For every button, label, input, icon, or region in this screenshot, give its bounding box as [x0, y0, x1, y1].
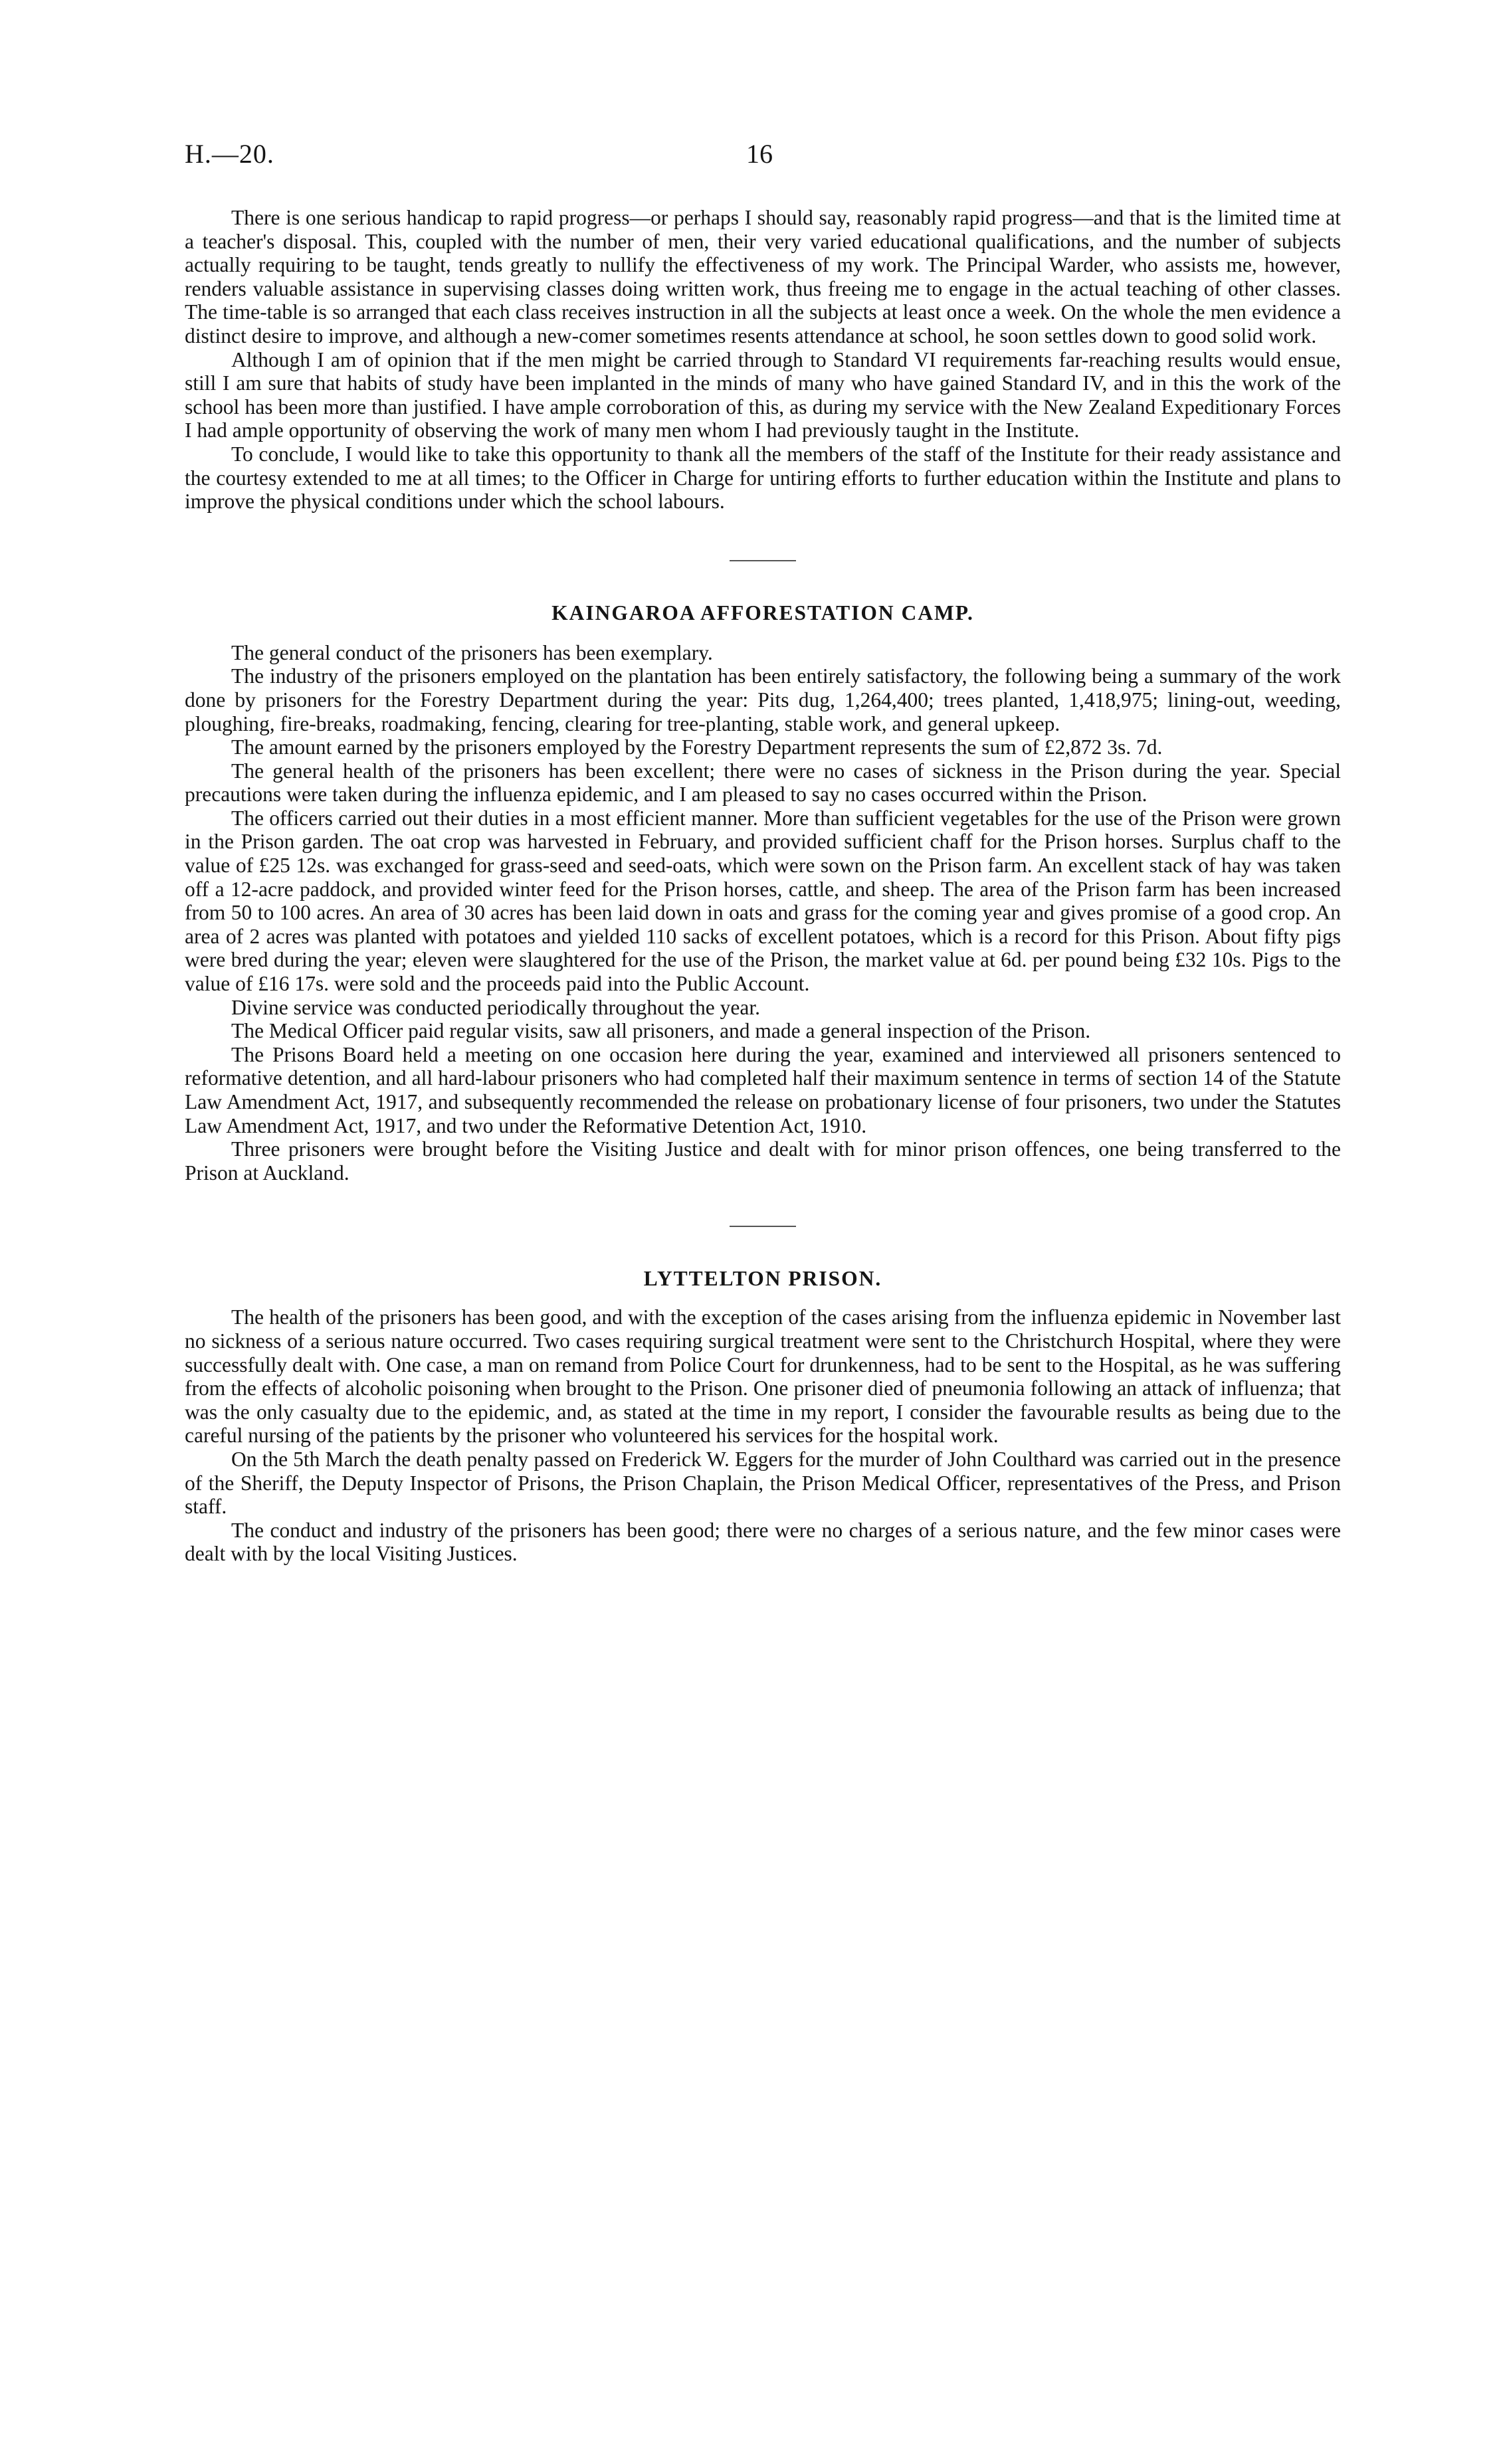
kaingaroa-section	[185, 601, 1341, 1185]
lyttelton-section	[185, 1267, 1341, 1566]
paragraph: The industry of the prisoners employed on the plantation has been entirely satisfactory, the following being a summary of the work done by prisoners for the Forestry Department during the year: Pits dug, 1,264,400; trees planted, 1,418,975; lining-out, weeding, ploughing, fire-breaks, roadmaking, fencing, clearing for tree-planting, stable work, and general upkeep.	[185, 664, 1341, 735]
paragraph: The officers carried out their duties in a most efficient manner. More than sufficient vegetables for the use of the Prison were grown in the Prison garden. The oat crop was harvested in February, and provided sufficient chaff for the Prison horses. Surplus chaff to the value of £25 12s. was exchanged for grass-seed and seed-oats, which were sown on the Prison farm. An excellent stack of hay was taken off a 12-acre paddock, and provided winter feed for the Prison horses, cattle, and sheep. The area of the Prison farm has been increased from 50 to 100 acres. An area of 30 acres has been laid down in oats and grass for the coming year and gives promise of a good crop. An area of 2 acres was planted with potatoes and yielded 110 sacks of excellent potatoes, which is a record for this Prison. About fifty pigs were bred during the year; eleven were slaughtered for the use of the Prison, the market value at 6d. per pound being £32 10s. Pigs to the value of £16 17s. were sold and the proceeds paid into the Public Account.	[185, 806, 1341, 996]
document-reference: H.—20.	[185, 139, 274, 169]
section-divider	[730, 560, 796, 561]
paragraph: There is one serious handicap to rapid progress—or perhaps I should say, reasonably rapid progress—and that is the limited time at a teacher's disposal. This, coupled with the number of men, their very varied educational qualifications, and the number of subjects actually requiring to be taught, tends greatly to nullify the effectiveness of my work. The Principal Warder, who assists me, however, renders valuable assistance in supervising classes doing written work, thus freeing me to engage in the actual teaching of other classes. The time-table is so arranged that each class receives instruction in all the subjects at least once a week. On the whole the men evidence a distinct desire to improve, and although a new-comer sometimes resents attendance at school, he soon settles down to good solid work.	[185, 206, 1341, 347]
paragraph: Although I am of opinion that if the men might be carried through to Standard VI requirements far-reaching results would ensue, still I am sure that habits of study have been implanted in the minds of many who have gained Standard IV, and in this the work of the school has been more than justified. I have ample corroboration of this, as during my service with the New Zealand Expeditionary Forces I had ample opportunity of observing the work of many men whom I had previously taught in the Institute.	[185, 347, 1341, 442]
paragraph: The general conduct of the prisoners has been exemplary.	[231, 640, 713, 664]
page-number: 16	[746, 139, 773, 169]
section-divider	[730, 1226, 796, 1227]
paragraph: The health of the prisoners has been good, and with the exception of the cases arising from the influenza epidemic in November last no sickness of a serious nature occurred. Two cases requiring surgical treatment were sent to the Christchurch Hospital, where they were successfully dealt with. One case, a man on remand from Police Court for drunkenness, had to be sent to the Hospital, as he was suffering from the effects of alcoholic poisoning when brought to the Prison. One prisoner died of pneumonia following an attack of influenza; that was the only casualty due to the epidemic, and, as stated at the time in my report, I consider the favourable results as being due to the careful nursing of the patients by the prisoner who volunteered his services for the hospital work.	[185, 1305, 1341, 1448]
school-report-section	[185, 206, 1341, 514]
paragraph: The conduct and industry of the prisoners has been good; there were no charges of a serious nature, and the few minor cases were dealt with by the local Visiting Justices.	[185, 1518, 1341, 1566]
paragraph: Divine service was conducted periodically throughout the year.	[231, 995, 760, 1019]
section-heading: KAINGAROA AFFORESTATION CAMP.	[551, 601, 974, 624]
paragraph: The Medical Officer paid regular visits, saw all prisoners, and made a general inspection of the Prison.	[231, 1019, 1091, 1043]
section-heading: LYTTELTON PRISON.	[643, 1267, 882, 1291]
page-header	[185, 138, 1341, 178]
paragraph: On the 5th March the death penalty passed on Frederick W. Eggers for the murder of John Coulthard was carried out in the presence of the Sheriff, the Deputy Inspector of Prisons, the Prison Chaplain, the Prison Medical Officer, representatives of the Press, and Prison staff.	[185, 1447, 1341, 1519]
paragraph: The Prisons Board held a meeting on one occasion here during the year, examined and interviewed all prisoners sentenced to reformative detention, and all hard-labour prisoners who had completed half their maximum sentence in terms of section 14 of the Statute Law Amendment Act, 1917, and subsequently recommended the release on probationary license of four prisoners, two under the Statutes Law Amendment Act, 1917, and two under the Reformative Detention Act, 1910.	[185, 1042, 1341, 1137]
paragraph: The amount earned by the prisoners employed by the Forestry Department represents the sum of £2,872 3s. 7d.	[231, 735, 1163, 759]
paragraph: Three prisoners were brought before the Visiting Justice and dealt with for minor prison offences, one being transferred to the Prison at Auckland.	[185, 1137, 1341, 1185]
page-body	[185, 206, 1341, 1566]
paragraph: To conclude, I would like to take this opportunity to thank all the members of the staff of the Institute for their ready assistance and the courtesy extended to me at all times; to the Officer in Charge for untiring efforts to further education within the Institute and plans to improve the physical conditions under which the school labours.	[185, 442, 1341, 514]
paragraph: The general health of the prisoners has been excellent; there were no cases of sickness in the Prison during the year. Special precautions were taken during the influenza epidemic, and I am pleased to say no cases occurred within the Prison.	[185, 759, 1341, 806]
